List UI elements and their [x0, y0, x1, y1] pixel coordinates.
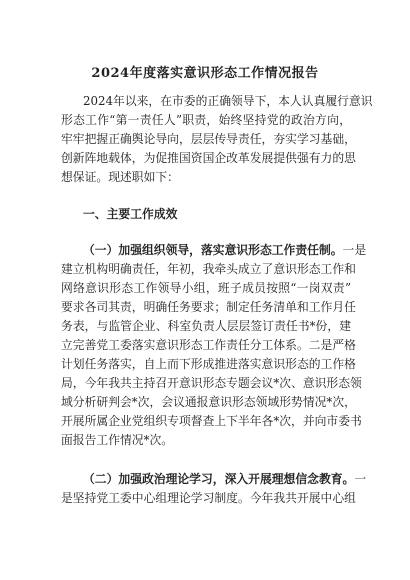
- para1-line: 开展所属企业党组织专项督查上下半年各*次，并向市委书: [61, 414, 362, 428]
- intro-line-5: 想保证。现述职如下：: [61, 170, 179, 184]
- intro-line-3: 牢牢把握正确舆论导向，层层传导责任，夯实学习基础，: [61, 132, 356, 146]
- para1-line: 计划任务落实，自上而下形成推进落实意识形态的工作格: [61, 357, 356, 371]
- para1-bold-lead: （一）加强组织领导，落实意识形态工作责任制。: [83, 243, 343, 257]
- para1-line: 立完善党工委落实意识形态工作责任分工体系。二是严格: [61, 338, 356, 352]
- intro-line-4: 创新阵地载体，为促推国资国企改革发展提供强有力的思: [61, 151, 356, 165]
- document-title: 2024年度落实意识形态工作情况报告: [91, 66, 319, 81]
- intro-line-2: 形态工作“第一责任人”职责，始终坚持党的政治方向，: [61, 113, 351, 127]
- para1-line: 要求各司其责，明确任务要求；制定任务清单和工作月任: [61, 300, 356, 314]
- intro-line-1: 2024年以来，在市委的正确领导下，本人认真履行意识: [83, 94, 373, 108]
- para2-lead-rest: 一: [354, 472, 367, 486]
- para2-bold-lead: （二）加强政治理论学习，深入开展理想信念教育。: [83, 472, 355, 486]
- para1-first-line: [83, 243, 367, 258]
- section-heading: 一、主要工作成效: [83, 207, 178, 221]
- para1-line: 局，今年我共主持召开意识形态专题会议*次、意识形态领: [61, 376, 362, 390]
- para1-line: 建立机构明确责任，年初，我牵头成立了意识形态工作和: [61, 262, 356, 276]
- para2-first-line: [83, 472, 367, 487]
- para1-line: 域分析研判会*次，会议通报意识形态领域形势情况*次，: [61, 395, 356, 409]
- para1-line: 面报告工作情况*次。: [61, 433, 174, 447]
- para1-line: 务表，与监管企业、科室负责人层层签订责任书*份，建: [61, 319, 351, 333]
- para1-line: 网络意识形态工作领导小组，班子成员按照“一岗双责”: [61, 281, 351, 295]
- para1-lead-rest: 一是: [342, 243, 367, 257]
- para2-line: 是坚持党工委中心组理论学习制度。今年我共开展中心组: [61, 491, 356, 505]
